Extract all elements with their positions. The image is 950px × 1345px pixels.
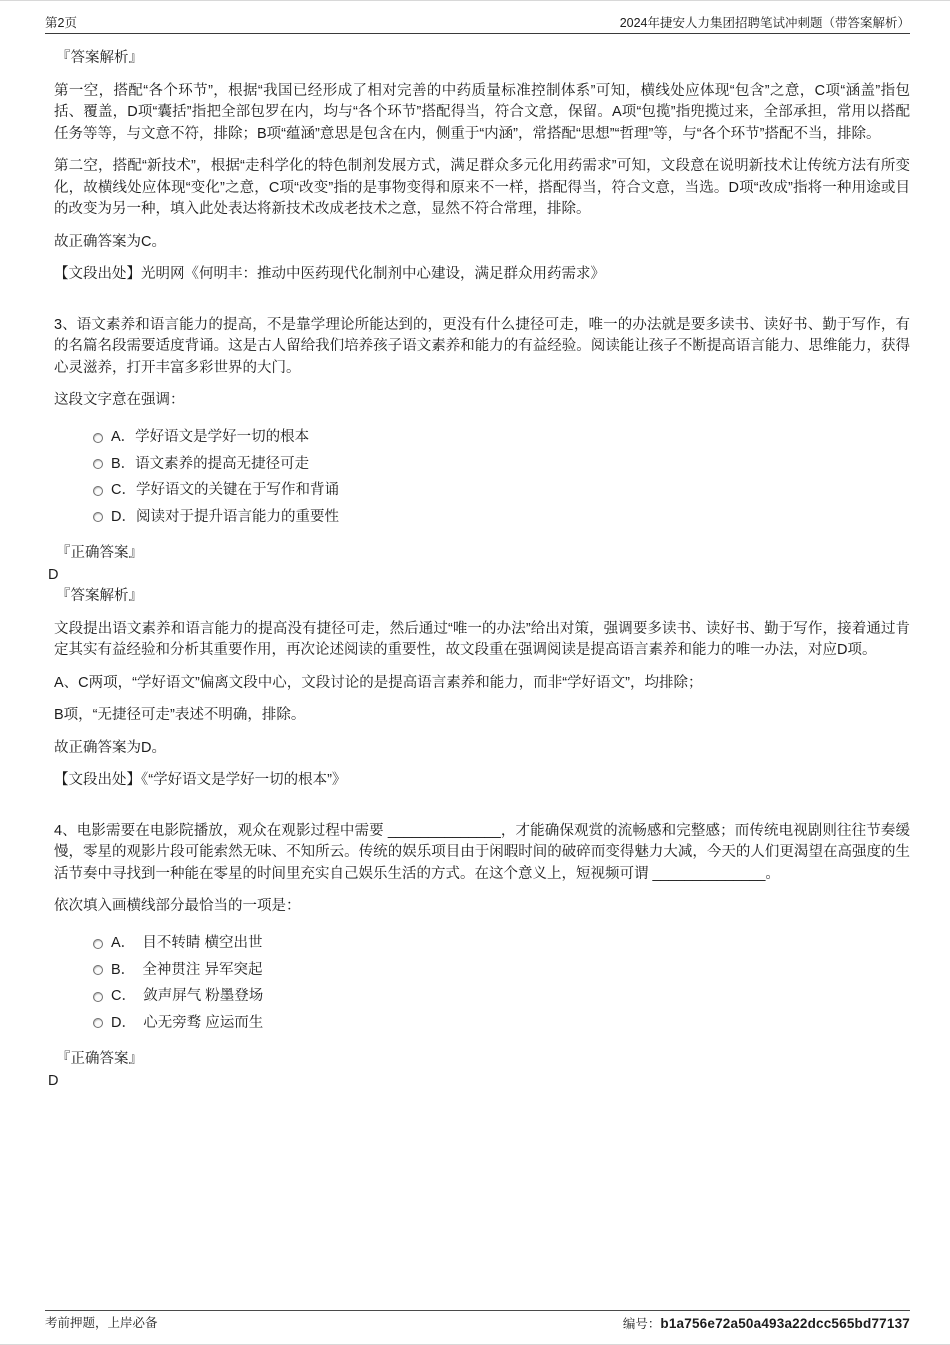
option-item[interactable] xyxy=(93,478,910,505)
option-item[interactable] xyxy=(93,504,910,531)
option-label: A． 目不转睛 横空出世 xyxy=(111,935,263,951)
option-label: B．语文素养的提高无捷径可走 xyxy=(111,455,310,472)
serial-value: b1a756e72a50a493a22dcc565bd77137 xyxy=(660,1316,910,1331)
paragraph: 故正确答案为C。 xyxy=(54,233,166,250)
radio-button-icon[interactable] xyxy=(93,992,103,1002)
page-header xyxy=(45,1,910,34)
radio-button-icon[interactable] xyxy=(93,486,103,496)
paragraph: 这段文字意在强调： xyxy=(54,392,185,408)
option-label: D．阅读对于提升语言能力的重要性 xyxy=(111,508,339,525)
radio-button-icon[interactable] xyxy=(93,1018,103,1028)
radio-button-icon[interactable] xyxy=(93,965,103,975)
radio-button-icon[interactable] xyxy=(93,433,103,443)
correct-answer: D xyxy=(48,1073,59,1089)
option-item[interactable] xyxy=(93,1010,910,1037)
option-label: A．学好语文是学好一切的根本 xyxy=(111,429,310,445)
source-reference: 【文段出处】光明网《何明丰：推动中医药现代化制剂中心建设，满足群众用药需求》 xyxy=(54,266,605,282)
document-body xyxy=(45,31,910,1091)
option-label: C．学好语文的关键在于写作和背诵 xyxy=(111,482,339,498)
question-text: 3、语文素养和语言能力的提高，不是靠学理论所能达到的，更没有什么捷径可走，唯一的办法就是要多读书、读好书、勤于写作，有的名篇名段需要适度背诵。这是古人留给我们培养孩子语文素养和能力的有益经验。阅读能让孩子不断提高语言能力、思维能力，获得心灵滋养，打开丰富多彩世界的大门。 xyxy=(54,316,910,376)
option-label: C． 敛声屏气 粉墨登场 xyxy=(111,988,264,1004)
option-item[interactable] xyxy=(93,425,910,452)
radio-button-icon[interactable] xyxy=(93,459,103,469)
bracket-label: 『答案解析』 xyxy=(56,588,143,604)
radio-button-icon[interactable] xyxy=(93,512,103,522)
option-label: D． 心无旁骛 应运而生 xyxy=(111,1014,264,1031)
paragraph: A、C两项，“学好语文”偏离文段中心，文段讨论的是提高语言素养和能力，而非“学好语文”，均排除； xyxy=(54,674,703,691)
option-item[interactable] xyxy=(93,931,910,958)
options-group xyxy=(93,931,910,1037)
paragraph: 依次填入画横线部分最恰当的一项是： xyxy=(54,898,301,914)
option-item[interactable] xyxy=(93,451,910,478)
paragraph: 故正确答案为D。 xyxy=(54,739,166,756)
paragraph: 文段提出语文素养和语言能力的提高没有捷径可走，然后通过“唯一的办法”给出对策，强调要多读书、读好书、勤于写作，接着通过肯定其实有益经验和分析其重要作用，再次论述阅读的重要性，故文段重在强调阅读是提高语言素养和能力的唯一办法，对应D项。 xyxy=(54,620,910,658)
option-label: B． 全神贯注 异军突起 xyxy=(111,961,263,978)
serial-label: 编号： xyxy=(622,1317,661,1331)
question-text: 4、电影需要在电影院播放，观众在观影过程中需要 ______________，才能确保观赏的流畅感和完整感；而传统电视剧则往往节奏缓慢，零星的观影片段可能索然无味、不知所云。传统的娱乐项目由于闲暇时间的破碎而变得魅力大减，今天的人们更渴望在高强度的生活节奏中寻找到一种能在零星的时间里充实自己娱乐生活的方式。在这个意义上，短视频可谓 ______________。 xyxy=(54,822,910,882)
page-number: 第2页 xyxy=(45,16,77,30)
radio-button-icon[interactable] xyxy=(93,939,103,949)
bracket-label: 『答案解析』 xyxy=(56,50,143,66)
option-item[interactable] xyxy=(93,957,910,984)
paragraph: 第二空，搭配“新技术”，根据“走科学化的特色制剂发展方式，满足群众多元化用药需求”可知，文段意在说明新技术让传统方法有所变化，故横线处应体现“变化”之意，C项“改变”指的是事物变得和原来不一样，搭配得当，符合文意，当选。D项“改成”指将一种用途或目的改变为另一种，填入此处表达将新技术改成老技术之意，显然不符合常理，排除。 xyxy=(54,158,910,217)
footer-serial xyxy=(623,1316,910,1332)
option-item[interactable] xyxy=(93,984,910,1011)
bracket-label: 『正确答案』 xyxy=(56,1050,143,1067)
page-footer xyxy=(45,1310,910,1332)
document-title: 2024年捷安人力集团招聘笔试冲刺题（带答案解析） xyxy=(619,16,910,30)
correct-answer: D xyxy=(48,567,59,583)
paragraph: 第一空，搭配“各个环节”，根据“我国已经形成了相对完善的中药质量标准控制体系”可知，横线处应体现“包含”之意，C项“涵盖”指包括、覆盖，D项“囊括”指把全部包罗在内，均与“各个环节”搭配得当，符合文意，保留。A项“包揽”指兜揽过来，全部承担，常用以搭配任务等等，与文意不符，排除；B项“蕴涵”意思是包含在内，侧重于“内涵”，常搭配“思想”“哲理”等，与“各个环节”搭配不当，排除。 xyxy=(54,82,910,142)
bracket-label: 『正确答案』 xyxy=(56,544,143,561)
footer-slogan: 考前押题，上岸必备 xyxy=(45,1316,158,1330)
paragraph: B项，“无捷径可走”表述不明确，排除。 xyxy=(54,707,306,723)
source-reference: 【文段出处】《“学好语文是学好一切的根本”》 xyxy=(54,772,347,788)
options-group xyxy=(93,425,910,531)
